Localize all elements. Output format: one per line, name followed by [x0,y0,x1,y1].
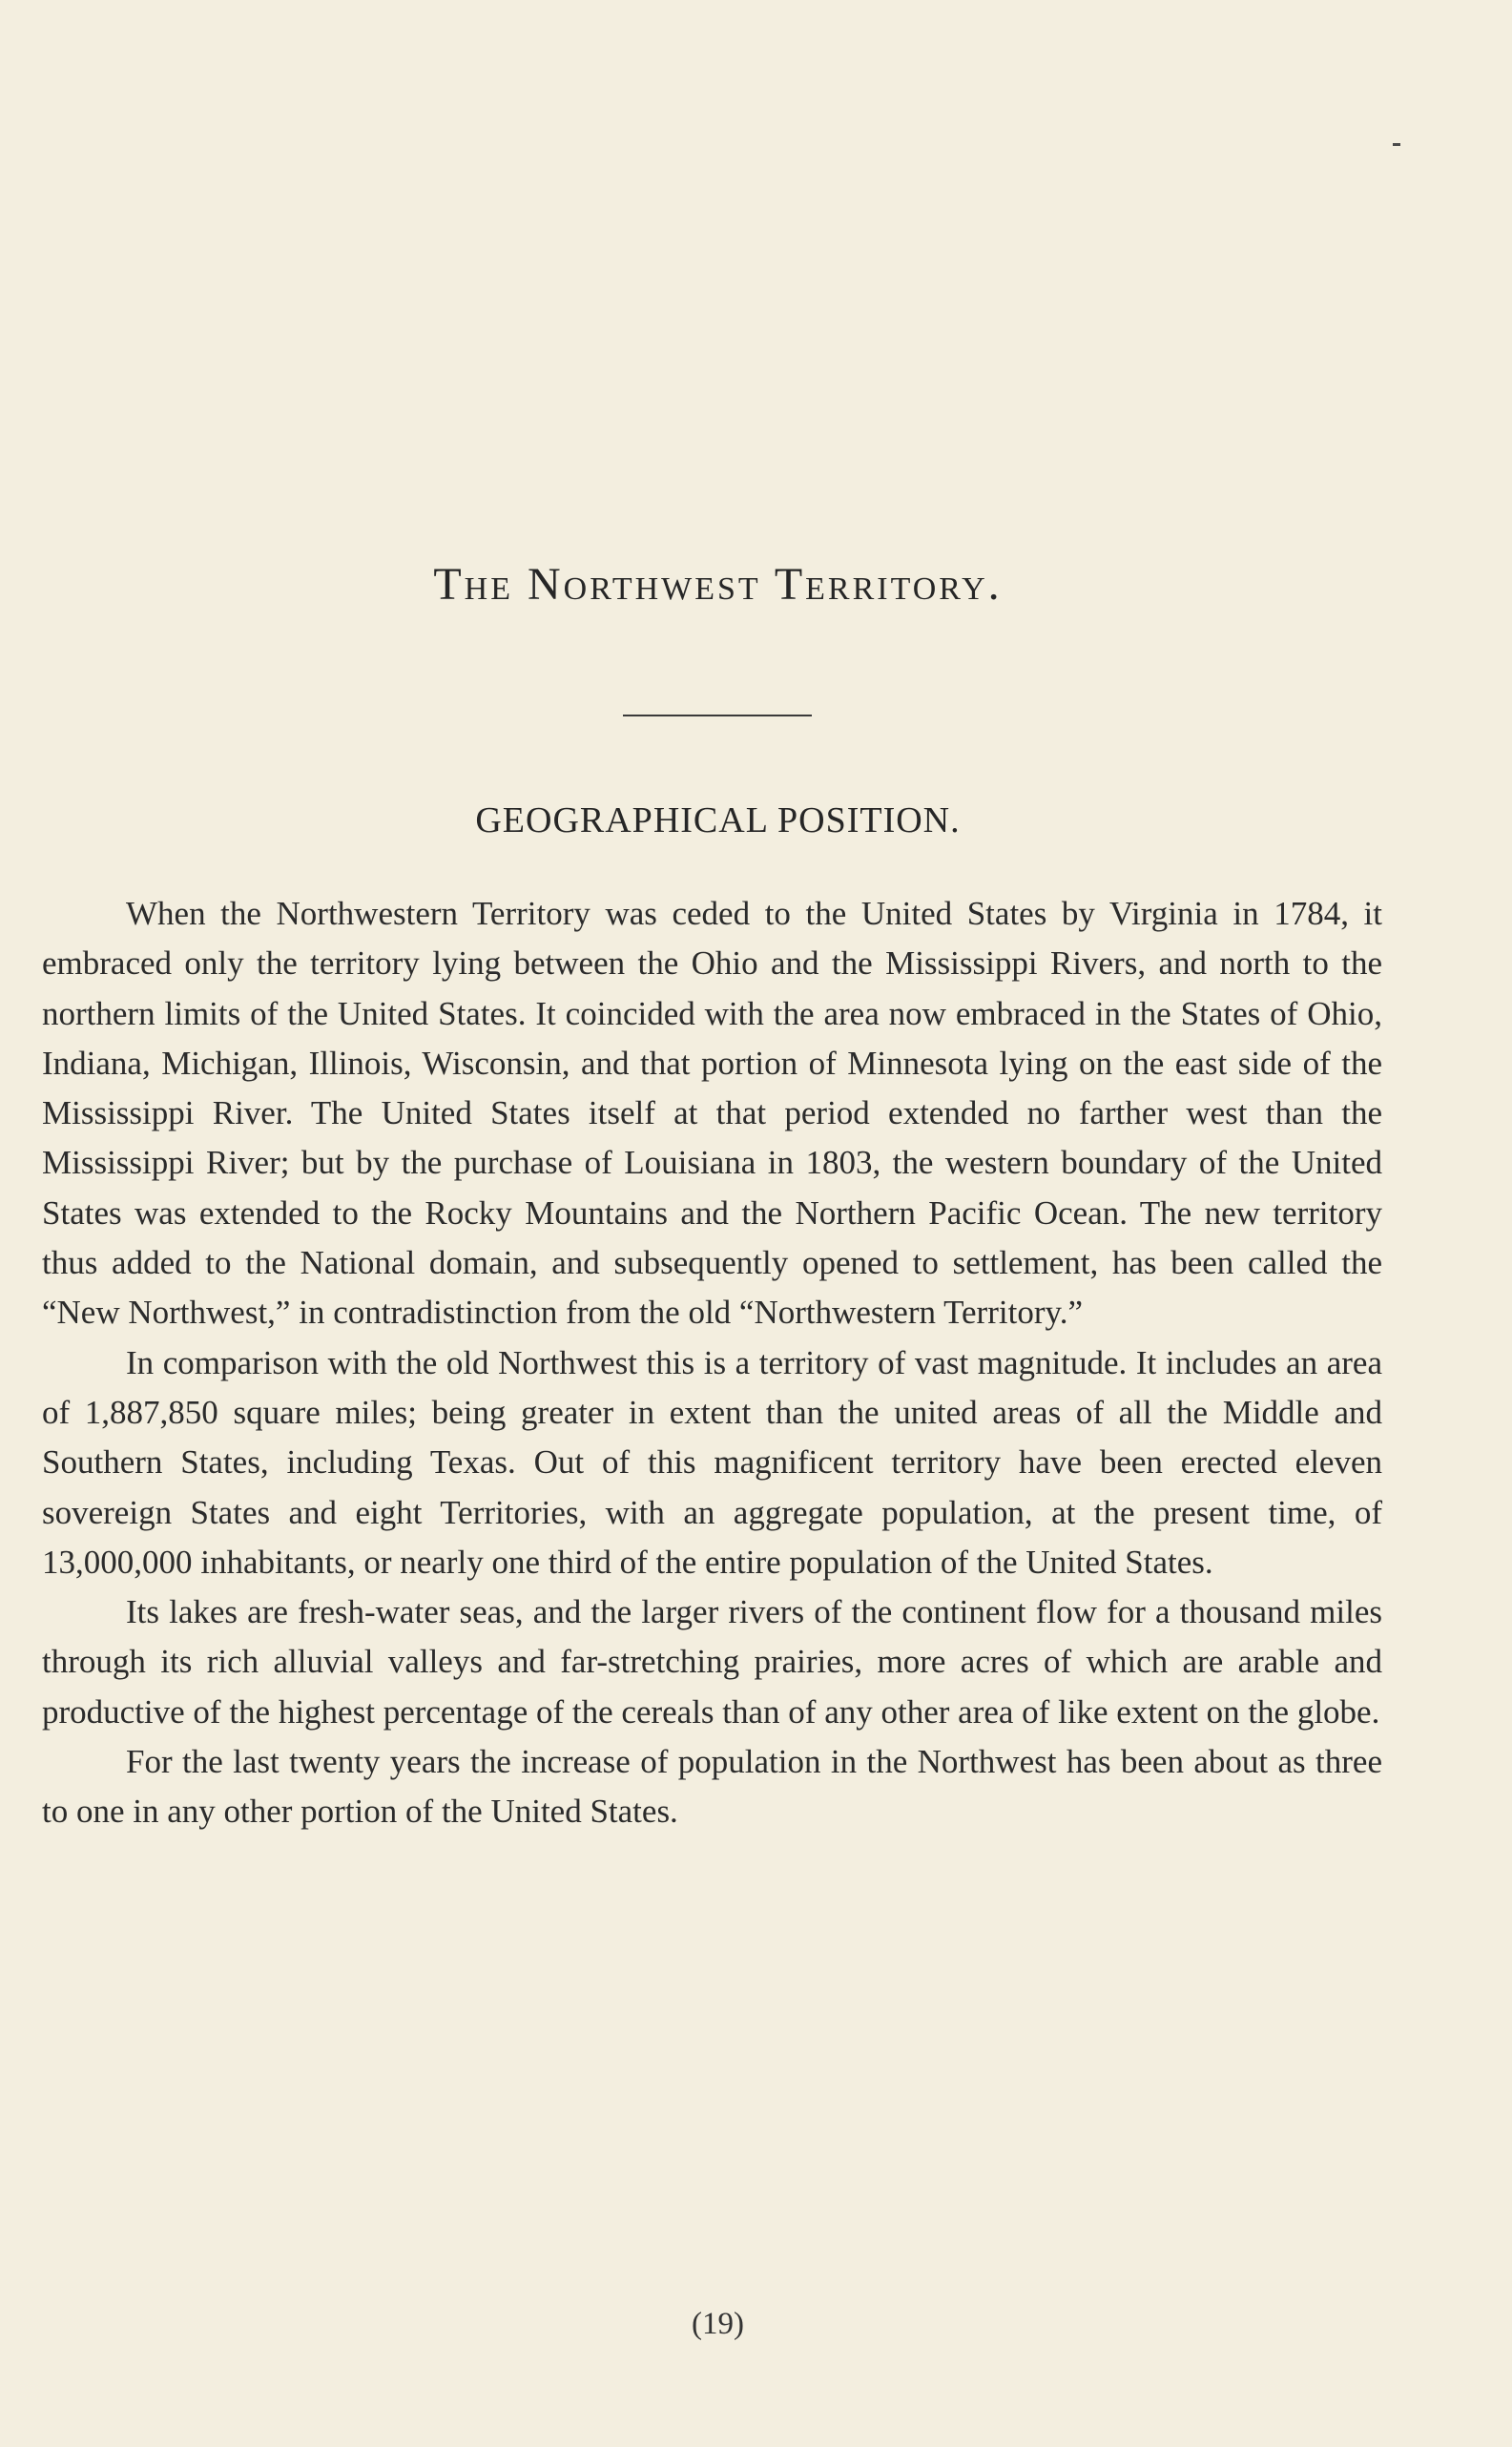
paragraph-4: For the last twenty years the increase of population in the Northwest has been about as three to one in any other portion of the United States. [42,1743,1382,1831]
paragraph-3: Its lakes are fresh-water seas, and the larger rivers of the continent flow for a thousand miles through its rich alluvial valleys and far-stretching prairies, more acres of which are arable and productive of the highest percentage of the cereals than of any other area of like extent on the globe. [42,1593,1382,1731]
page-number: (19) [692,2307,744,2341]
paragraph-1: When the Northwestern Territory was ceded to the United States by Virginia in 1784, it embraced only the territory lying between the Ohio and the Mississippi Rivers, and north to the northern limits of the United States. It coincided with the area now embraced in the States of Ohio, Indiana, Michigan, Illinois, Wisconsin, and that portion of Minnesota lying on the east side of the Mississippi River. The United States itself at that period extended no farther west than the Mississippi River; but by the purchase of Louisiana in 1803, the western boundary of the United States was extended to the Rocky Mountains and the Northern Pacific Ocean. The new territory thus added to the National domain, and subsequently opened to settlement, has been called the “New Northwest,” in contradistinction from the old “Northwestern Territory.” [42,895,1382,1332]
paragraph-2: In comparison with the old Northwest this is a territory of vast magnitude. It includes an area of 1,887,850 square miles; being greater in extent than the united areas of all the Middle and Southern States, including Texas. Out of this magnificent territory have been erected eleven sovereign States and eight Territories, with an aggregate population, at the present time, of 13,000,000 inhabitants, or nearly one third of the entire population of the United States. [42,1343,1382,1581]
section-heading: GEOGRAPHICAL POSITION. [475,800,961,840]
title-rule [623,715,812,716]
print-mark [1393,143,1400,146]
chapter-title: The Northwest Territory. [433,559,1003,610]
body-text [42,889,1382,1837]
